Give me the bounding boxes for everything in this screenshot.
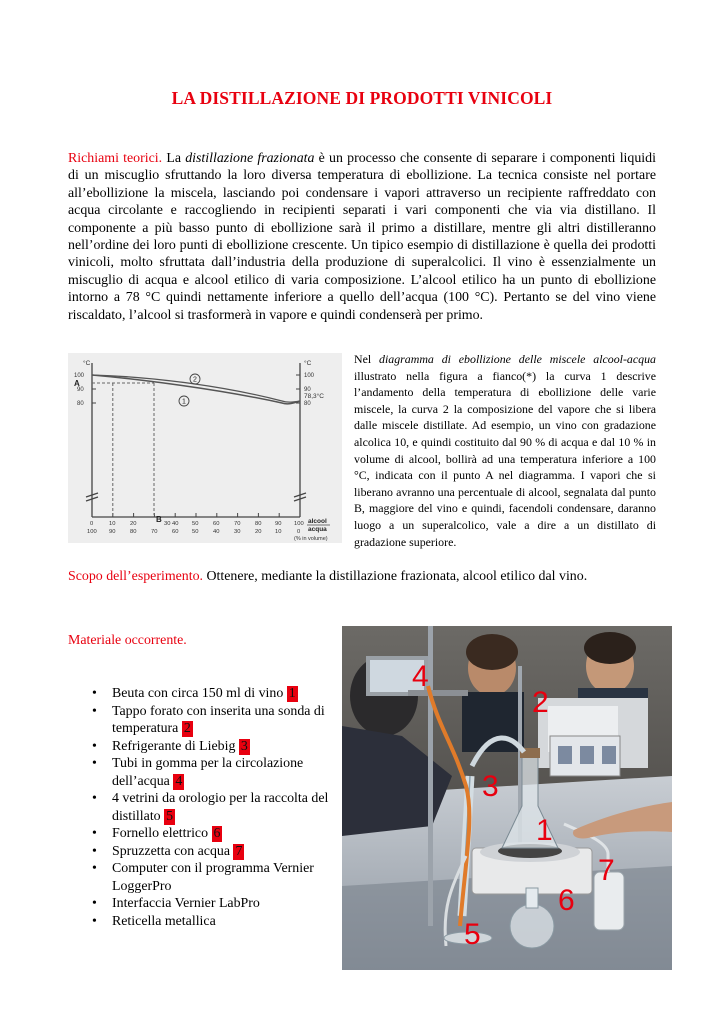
x-tick-acqua-20: 20 — [255, 529, 262, 535]
photo-label-1: 1 — [536, 814, 553, 847]
purpose-paragraph — [68, 568, 656, 585]
photo-label-5: 5 — [464, 918, 481, 951]
list-item: • Interfaccia Vernier LabPro — [92, 895, 334, 913]
x-tick-acqua-60: 60 — [172, 529, 179, 535]
list-item: • 4 vetrini da orologio per la raccolta del distillato 5 — [92, 790, 334, 825]
photo-label-2: 2 — [532, 686, 549, 719]
x-tick-acqua-50: 50 — [192, 529, 199, 535]
x-tick-acqua-90: 90 — [109, 529, 116, 535]
x-tick-acqua-70: 70 — [151, 529, 158, 535]
purpose-label: Scopo dell’esperimento. — [68, 569, 204, 584]
purpose-text: Ottenere, mediante la distillazione frazionata, alcool etilico dal vino. — [203, 569, 588, 584]
item-number-badge: 1 — [288, 686, 296, 701]
item-number-badge: 3 — [240, 738, 248, 754]
photo-label-3: 3 — [482, 770, 499, 803]
intro-lead: Richiami teorici. — [68, 151, 163, 166]
x-tick-acqua-0: 0 — [297, 529, 301, 535]
nel-text-1: Nel — [354, 352, 380, 366]
materials-heading: Materiale occorrente. — [68, 633, 187, 648]
item-number-badge: 7 — [235, 843, 243, 859]
list-item: • Tubi in gomma per la circolazione dell’acqua 4 — [92, 755, 334, 790]
y-unit-left: °C — [83, 360, 91, 367]
nel-term: diagramma di ebollizione delle miscele alcool-acqua — [379, 352, 656, 366]
y-tick-right-90: 90 — [304, 387, 311, 393]
x-tick-acqua-40: 40 — [213, 529, 220, 535]
item-number-badge: 6 — [213, 826, 221, 841]
x-tick-alcool-100: 100 — [294, 521, 304, 527]
point-a-label: A — [74, 379, 80, 388]
list-item: • Fornello elettrico 6 — [92, 825, 334, 843]
intro-paragraph — [68, 150, 656, 324]
x-tick-alcool-40: 40 — [172, 521, 179, 527]
x-tick-alcool-20: 20 — [130, 521, 137, 527]
boiling-diagram — [68, 353, 342, 543]
x-tick-alcool-50: 50 — [192, 521, 199, 527]
intro-text-2: è un processo che consente di separare i componenti liquidi di un miscuglio sfruttando la loro diversa temperatura di ebollizione. La tecnica consiste nel portare all’ebollizione la miscela, lasciando poi condensare i vapori attraverso un recipiente raffreddato con acqua circolante e raccogliendo in recipienti separati i vari componenti che via via distillano. Il componente a più basso punto di ebollizione sarà il primo a distillare, mentre gli altri distilleranno nell’ordine dei loro punti di ebollizione crescente. Un tipico esempio di distillazione è quella dei prodotti vinicoli, molto sfruttata dall’industria della produzione di superalcolici. Il vino è essenzialmente un miscuglio di acqua e alcool etilico di varia composizione. L’alcool etilico ha un punto di ebollizione intorno a 78 °C quindi nettamente inferiore a quello dell’acqua (100 °C). Pertanto se del vino viene riscaldato, l’alcool si trasformerà in vapore e quindi condenserà per primo. — [68, 151, 656, 323]
azeotrope-temp-label: 78,3°C — [304, 393, 324, 400]
item-number-badge: 2 — [183, 721, 191, 736]
item-number-badge: 4 — [175, 773, 183, 789]
diagram-explanation — [354, 351, 656, 550]
x-tick-acqua-10: 10 — [275, 529, 282, 535]
y-tick-right-100: 100 — [304, 373, 315, 379]
x-label-alcool: alcool — [308, 518, 327, 525]
y-tick-left-90: 90 — [77, 387, 84, 393]
intro-term: distillazione frazionata — [185, 151, 315, 166]
list-item: • Spruzzetta con acqua 7 — [92, 843, 334, 861]
x-tick-alcool-0: 0 — [90, 521, 94, 527]
list-item: • Reticella metallica — [92, 913, 334, 931]
item-number-badge: 5 — [166, 808, 174, 824]
y-unit-right: °C — [304, 360, 312, 367]
materials-list — [92, 685, 334, 930]
list-item: • Computer con il programma Vernier LoggerPro — [92, 860, 334, 895]
list-item: • Refrigerante di Liebig 3 — [92, 738, 334, 756]
photo-label-4: 4 — [412, 660, 429, 693]
x-tick-alcool-80: 80 — [255, 521, 262, 527]
lab-setup-illustration — [342, 626, 672, 970]
lab-setup-photo — [342, 626, 672, 970]
x-tick-acqua-80: 80 — [130, 529, 137, 535]
x-tick-alcool-90: 90 — [275, 521, 282, 527]
curve-2-label: 2 — [193, 376, 197, 384]
curve-1-label: 1 — [182, 398, 186, 406]
photo-label-6: 6 — [558, 884, 575, 917]
list-item: • Beuta con circa 150 ml di vino 1 — [92, 685, 334, 703]
y-tick-right-80: 80 — [304, 401, 311, 407]
x-tick-alcool-10: 10 — [109, 521, 116, 527]
x-tick-acqua-30: 30 — [234, 529, 241, 535]
page-title: LA DISTILLAZIONE DI PRODOTTI VINICOLI — [171, 88, 553, 108]
boiling-diagram-svg — [68, 353, 342, 543]
x-tick-acqua-100: 100 — [87, 529, 97, 535]
y-tick-left-100: 100 — [74, 373, 85, 379]
photo-label-7: 7 — [598, 854, 615, 887]
x-label-unit: (% in volume) — [294, 536, 328, 542]
x-tick-alcool-60: 60 — [213, 521, 220, 527]
y-tick-left-80: 80 — [77, 401, 84, 407]
list-item: • Tappo forato con inserita una sonda di temperatura 2 — [92, 703, 334, 738]
intro-text-1: La — [162, 151, 186, 166]
x-label-acqua: acqua — [308, 526, 327, 533]
x-tick-alcool-30: 30 — [164, 521, 171, 527]
nel-text-2: illustrato nella figura a fianco(*) la curva 1 descrive l’andamento della temperatura di ebollizione delle varie miscele, la curva 2 la composizione del vapore che si libera dalle miscele distillate. Ad esempio, un vino con gradazione alcolica 10, e quindi costituito dal 90 % di acqua e dal 10 % in volume di alcool, bollirà ad una temperatura inferiore a 100 °C, indicata con il punto A nel diagramma. I vapori che si liberano avranno una percentuale di alcool, segnalata dal punto B, maggiore del vino e quindi, facendoli condensare, daranno luogo a un superalcolico, vale a dire a un distillato di gradazione superiore. — [354, 368, 656, 549]
point-b-label: B — [156, 515, 162, 524]
x-tick-alcool-70: 70 — [234, 521, 241, 527]
